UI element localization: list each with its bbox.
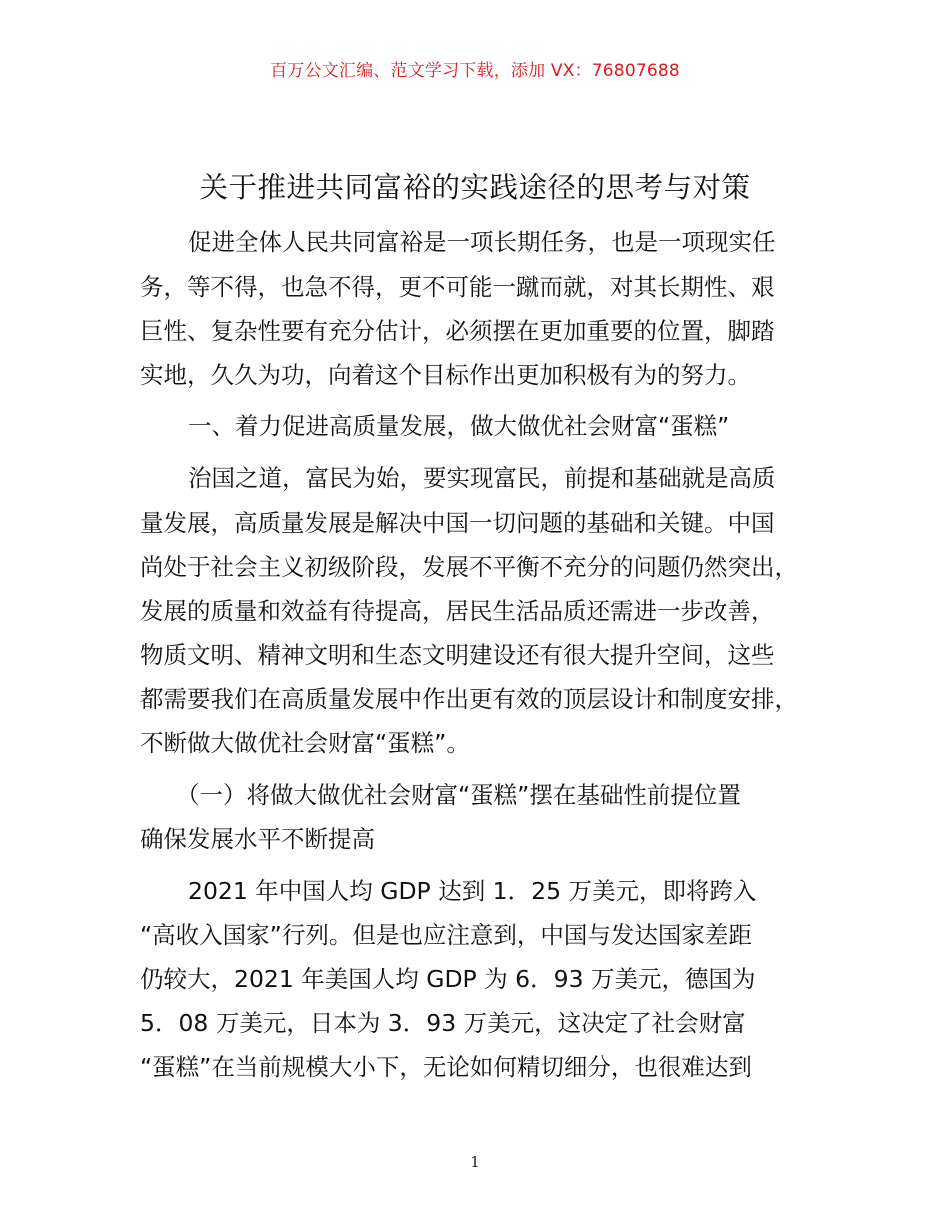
- paragraph-3-line-3: 仍较大，2021 年美国人均 GDP 为 6．93 万美元，德国为: [140, 965, 756, 993]
- paragraph-3-line-5: “蛋糕”在当前规模大小下，无论如何精切细分，也很难达到: [140, 1053, 752, 1081]
- subsection-heading-1-line-1: （一）将做大做优社会财富“蛋糕”摆在基础性前提位置: [176, 781, 741, 809]
- paragraph-1-line-4: 实地，久久为功，向着这个目标作出更加积极有为的努力。: [140, 361, 751, 389]
- document-title: 关于推进共同富裕的实践途径的思考与对策: [199, 171, 751, 204]
- paragraph-3-line-4: 5．08 万美元，日本为 3．93 万美元，这决定了社会财富: [140, 1009, 746, 1037]
- page-number: 1: [470, 1153, 480, 1171]
- promo-header: 百万公文汇编、范文学习下载，添加 VX：76807688: [270, 61, 680, 81]
- paragraph-2-line-1: 治国之道，富民为始，要实现富民，前提和基础就是高质: [188, 464, 776, 492]
- subsection-heading-1-line-2: 确保发展水平不断提高: [140, 825, 375, 853]
- paragraph-1-line-3: 巨性、复杂性要有充分估计，必须摆在更加重要的位置，脚踏: [140, 317, 775, 345]
- paragraph-2-line-2: 量发展，高质量发展是解决中国一切问题的基础和关键。中国: [140, 509, 775, 537]
- paragraph-2-line-7: 不断做大做优社会财富“蛋糕”。: [140, 729, 470, 757]
- paragraph-3-line-2: “高收入国家”行列。但是也应注意到，中国与发达国家差距: [140, 921, 752, 949]
- section-heading-1: 一、着力促进高质量发展，做大做优社会财富“蛋糕”: [188, 412, 730, 440]
- paragraph-2-line-5: 物质文明、精神文明和生态文明建设还有很大提升空间，这些: [140, 641, 775, 669]
- paragraph-2-line-4: 发展的质量和效益有待提高，居民生活品质还需进一步改善，: [140, 597, 775, 625]
- paragraph-3-line-1: 2021 年中国人均 GDP 达到 1．25 万美元，即将跨入: [188, 877, 757, 905]
- paragraph-1-line-1: 促进全体人民共同富裕是一项长期任务，也是一项现实任: [188, 228, 776, 256]
- paragraph-2-line-6: 都需要我们在高质量发展中作出更有效的顶层设计和制度安排，: [140, 685, 798, 713]
- paragraph-1-line-2: 务，等不得，也急不得，更不可能一蹴而就，对其长期性、艰: [140, 273, 775, 301]
- paragraph-2-line-3: 尚处于社会主义初级阶段，发展不平衡不充分的问题仍然突出，: [140, 553, 798, 581]
